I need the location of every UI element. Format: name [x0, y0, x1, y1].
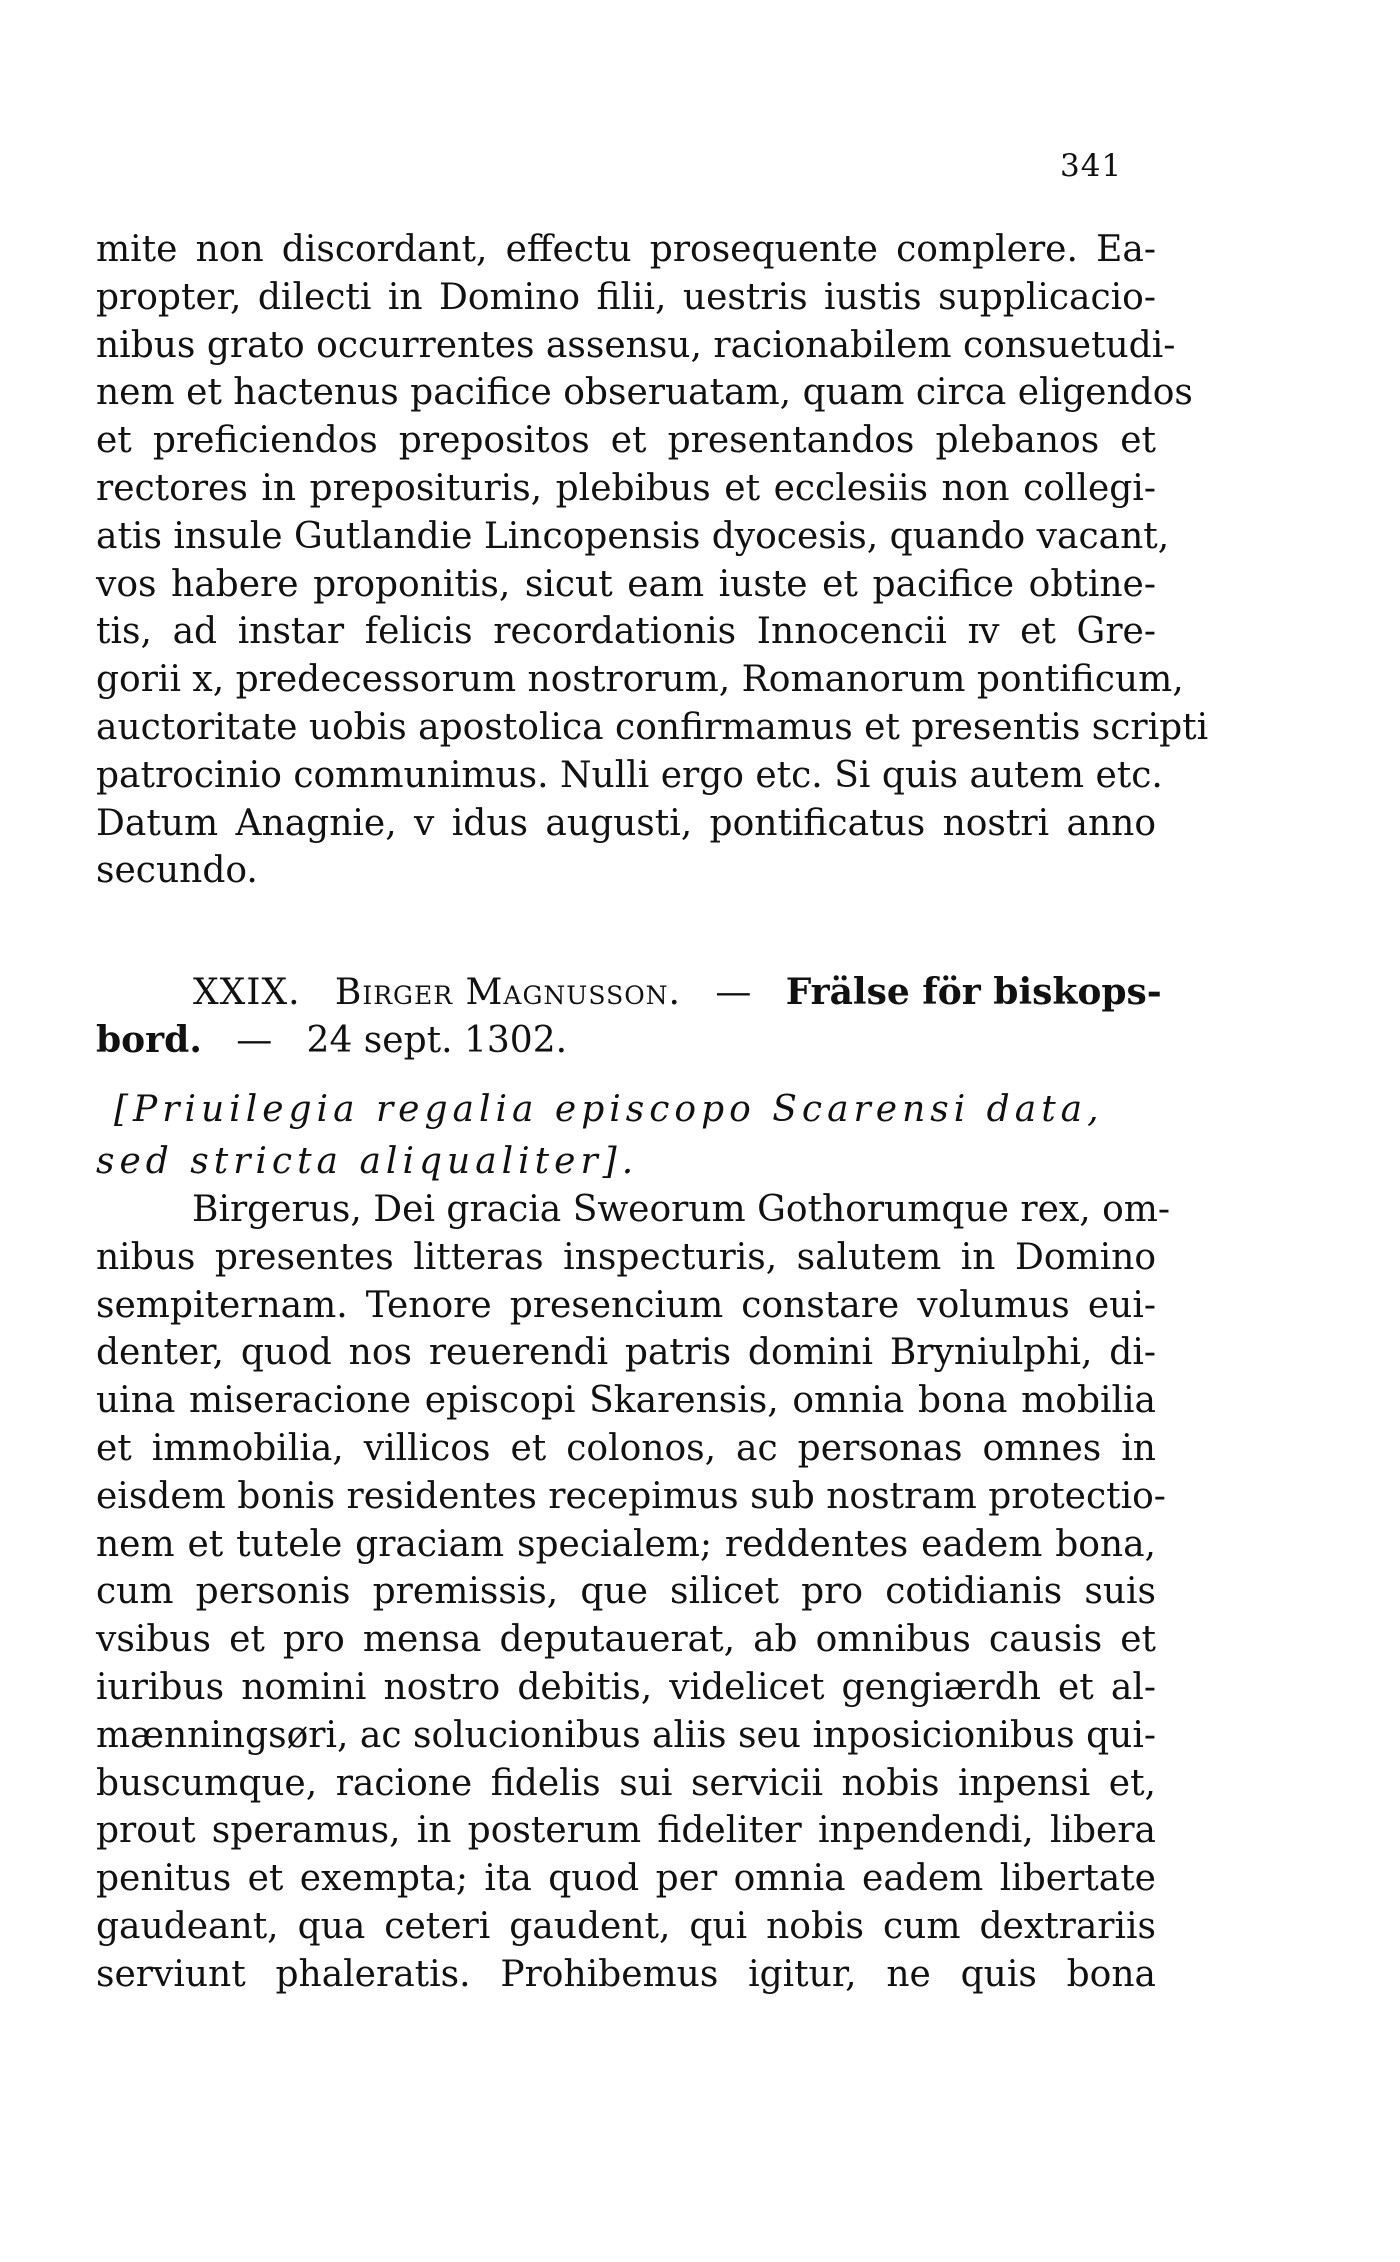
document-title-continued: bord. [96, 1019, 202, 1061]
text-line: prout speramus, in posterum fideliter inpendendi, libera [96, 1810, 1156, 1852]
text-line: gorii x, predecessorum nostrorum, Romanorum pontificum, [96, 659, 1184, 701]
text-line: cum personis premissis, que silicet pro cotidianis suis [96, 1571, 1156, 1613]
text-line: propter, dilecti in Domino filii, uestris iustis supplicacio- [96, 276, 1156, 318]
document-number: XXIX. [193, 972, 301, 1013]
page-number: 341 [1060, 148, 1123, 184]
paragraph-1 [96, 226, 1209, 895]
text-line: penitus et exempta; ita quod per omnia eadem libertate [96, 1858, 1156, 1900]
text-line: atis insule Gutlandie Lincopensis dyocesis, quando vacant, [96, 515, 1170, 557]
rubric-line: sed stricta aliqualiter]. [96, 1141, 639, 1182]
rubric [96, 1084, 1156, 1188]
text-line: vsibus et pro mensa deputauerat, ab omnibus causis et [96, 1619, 1156, 1661]
text-line: uina miseracione episcopi Skarensis, omnia bona mobilia [96, 1380, 1156, 1422]
text-line: auctoritate uobis apostolica confirmamus et presentis scripti [96, 706, 1209, 748]
paragraph-2 [96, 1186, 1171, 1999]
text-line: et preficiendos prepositos et presentandos plebanos et [96, 420, 1156, 462]
text-line: gaudeant, qua ceteri gaudent, qui nobis cum dextrariis [96, 1905, 1156, 1947]
text-line: Datum Anagnie, v idus augusti, pontificatus nostri anno [96, 802, 1156, 844]
text-line: secundo. [96, 850, 258, 892]
text-line: nibus presentes litteras inspecturis, salutem in Domino [96, 1236, 1156, 1278]
document-date: 24 sept. 1302. [306, 1020, 568, 1061]
heading-dash: — [236, 1020, 273, 1061]
heading-dash: — [715, 972, 752, 1013]
text-line: nibus grato occurrentes assensu, racionabilem consuetudi- [96, 324, 1176, 366]
text-line: buscumque, racione fidelis sui servicii nobis inpensi et, [96, 1762, 1156, 1804]
text-line: et immobilia, villicos et colonos, ac personas omnes in [96, 1427, 1156, 1469]
text-line: serviunt phaleratis. Prohibemus igitur, ne quis bona [96, 1953, 1156, 1995]
text-line: patrocinio communimus. Nulli ergo etc. Si quis autem etc. [96, 754, 1163, 796]
text-line: mænningsøri, ac solucionibus aliis seu inposicionibus qui- [96, 1714, 1156, 1756]
text-line: rectores in preposituris, plebibus et ecclesiis non collegi- [96, 467, 1156, 509]
text-line: mite non discordant, effectu prosequente complere. Ea- [96, 229, 1156, 270]
text-line: nem et tutele graciam specialem; reddentes eadem bona, [96, 1523, 1156, 1565]
document-heading [96, 968, 1162, 1064]
heading-line [96, 1016, 1156, 1064]
heading-line [96, 968, 1162, 1016]
text-line: denter, quod nos reuerendi patris domini Bryniulphi, di- [96, 1332, 1156, 1374]
text-line: Birgerus, Dei gracia Sweorum Gothorumque rex, om- [192, 1189, 1171, 1230]
text-line: vos habere proponitis, sicut eam iuste et pacifice obtine- [96, 563, 1156, 605]
text-line: tis, ad instar felicis recordationis Innocencii ɪv et Gre- [96, 611, 1156, 653]
rubric-line: [Priuilegia regalia episcopo Scarensi data, [114, 1089, 1104, 1130]
document-title: Frälse för biskops- [785, 971, 1162, 1013]
text-line: sempiternam. Tenore presencium constare volumus eui- [96, 1284, 1156, 1326]
text-line: iuribus nomini nostro debitis, videlicet gengiærdh et al- [96, 1666, 1156, 1708]
text-line: nem et hactenus pacifice obseruatam, quam circa eligendos [96, 372, 1193, 414]
issuer-name: Birger Magnusson. [334, 972, 682, 1013]
text-line: eisdem bonis residentes recepimus sub nostram protectio- [96, 1475, 1166, 1517]
